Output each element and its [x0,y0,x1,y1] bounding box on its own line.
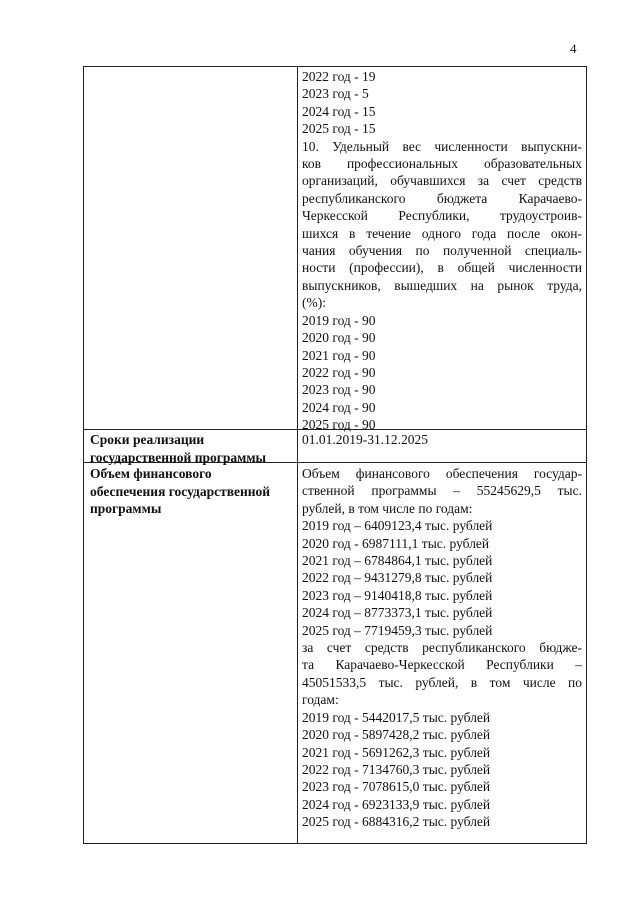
period-value: 01.01.2019-31.12.2025 [302,432,428,447]
funding-year-line: 2019 год – 6409123,4 тыс. рублей [302,518,493,534]
funding-text-line: та Карачаево-Черкесской Республики – [302,657,582,673]
implementation-period-label: Сроки реализации государственной программы [90,432,267,465]
indicator-text-line: организаций, обучавшихся за счет средств [302,173,582,189]
indicator-text-line: чания обучения по полученной специаль- [302,243,582,259]
funding-text-line: за счет средств республиканского бюдже- [302,640,582,656]
budget-year-line: 2021 год - 5691262,3 тыс. рублей [302,744,491,760]
year-line: 2019 год - 90 [302,312,376,328]
year-line: 2025 год - 15 [302,121,376,137]
funding-text-line: годам: [302,692,339,708]
budget-year-line: 2023 год - 7078615,0 тыс. рублей [302,779,491,795]
column-divider [297,67,298,843]
year-line: 2025 год - 90 [302,417,376,433]
indicator-text-line: шихся в течение одного года после окон- [302,225,582,241]
funding-year-line: 2024 год – 8773373,1 тыс. рублей [302,605,493,621]
funding-year-line: 2025 год – 7719459,3 тыс. рублей [302,622,493,638]
year-line: 2023 год - 5 [302,86,369,102]
indicators-cell [302,68,582,434]
funding-volume-label: Объем финансового обеспечения государственной программы [90,466,271,516]
indicator-text-line: ности (профессии), в общей численности [302,260,582,276]
funding-text-line: 45051533,5 тыс. рублей, в том числе по [302,674,582,690]
funding-text-line: Объем финансового обеспечения государ- [302,466,582,481]
indicator-text-line: ков профессиональных образовательных [302,156,582,172]
funding-text-line: ственной программы – 55245629,5 тыс. [302,483,582,499]
year-line: 2022 год - 90 [302,364,376,380]
budget-year-line: 2022 год - 7134760,3 тыс. рублей [302,761,491,777]
passport-table [83,66,587,844]
budget-year-line: 2024 год - 6923133,9 тыс. рублей [302,796,491,812]
funding-year-line: 2023 год – 9140418,8 тыс. рублей [302,587,493,603]
funding-year-line: 2021 год – 6784864,1 тыс. рублей [302,553,493,569]
year-line: 2023 год - 90 [302,382,376,398]
budget-year-line: 2025 год - 6884316,2 тыс. рублей [302,814,491,830]
indicator-text-line: выпускников, вышедших на рынок труда, [302,277,582,293]
year-line: 2021 год - 90 [302,347,376,363]
funding-year-line: 2020 год - 6987111,1 тыс. рублей [302,535,490,551]
year-line: 2022 год - 19 [302,69,376,84]
year-line: 2020 год - 90 [302,330,376,346]
year-line: 2024 год - 15 [302,103,376,119]
budget-year-line: 2019 год - 5442017,5 тыс. рублей [302,709,491,725]
funding-year-line: 2022 год – 9431279,8 тыс. рублей [302,570,493,586]
indicator-text-line: республиканского бюджета Карачаево- [302,190,582,206]
indicator-text-line: Черкесской Республики, трудоустроив- [302,208,582,224]
year-line: 2024 год - 90 [302,399,376,415]
implementation-period-value [302,431,582,448]
budget-year-line: 2020 год - 5897428,2 тыс. рублей [302,727,491,743]
page-number: 4 [570,41,577,56]
funding-volume-cell [302,465,582,831]
indicator-text-line: 10. Удельный вес численности выпускни- [302,138,582,154]
indicator-text-line: (%): [302,295,326,311]
funding-text-line: рублей, в том числе по годам: [302,500,473,516]
